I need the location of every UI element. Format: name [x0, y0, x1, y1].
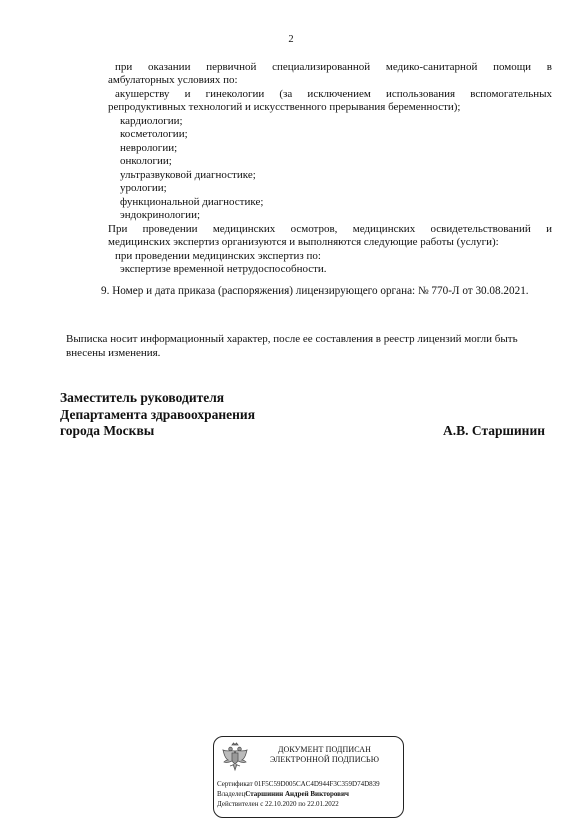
- examinations-line-4: экспертизе временной нетрудоспособности.: [120, 263, 327, 275]
- note-line-1: Выписка носит информационный характер, после ее составления в реестр лицензий могли быть: [66, 333, 518, 345]
- stamp-title-line-1: ДОКУМЕНТ ПОДПИСАН: [277, 745, 372, 754]
- stamp-owner: [217, 790, 349, 799]
- coat-of-arms-icon: [221, 742, 249, 772]
- stamp-title-line-2: ЭЛЕКТРОННОЙ ПОДПИСЬЮ: [269, 755, 380, 764]
- signatory-name: А.В. Старшинин: [443, 423, 546, 438]
- signatory-title-line-3: города Москвы: [60, 423, 155, 438]
- electronic-signature-stamp: [213, 736, 404, 818]
- stamp-validity: Действителен с 22.10.2020 по 22.01.2022: [217, 800, 339, 808]
- list-item: онкологии;: [120, 155, 172, 167]
- intro-line-2: амбулаторных условиях по:: [108, 74, 238, 86]
- list-item: урологии;: [120, 182, 167, 194]
- examinations-line-3: при проведении медицинских экспертиз по:: [115, 250, 321, 262]
- stamp-owner-name: Старшинин Андрей Викторович: [245, 790, 349, 798]
- page-number: 2: [288, 34, 294, 45]
- list-item: ультразвуковой диагностике;: [120, 169, 256, 181]
- examinations-line-2: медицинских экспертиз организуются и выполняются следующие работы (услуги):: [108, 236, 499, 248]
- list-item: косметологии;: [120, 128, 188, 140]
- note-line-2: внесены изменения.: [66, 347, 161, 359]
- stamp-title: [252, 745, 397, 765]
- list-item: кардиологии;: [120, 115, 183, 127]
- signatory-title-line-2: Департамента здравоохранения: [60, 407, 256, 422]
- list-item: эндокринологии;: [120, 209, 201, 221]
- stamp-owner-label: Владелец: [217, 790, 246, 798]
- list-item: неврологии;: [120, 142, 178, 154]
- intro-line-4: репродуктивных технологий и искусственного прерывания беременности);: [108, 101, 461, 113]
- signatory-title-line-1: Заместитель руководителя: [60, 390, 225, 405]
- examinations-line-1: При проведении медицинских осмотров, медицинских освидетельствований и: [108, 223, 552, 235]
- intro-line-3: акушерству и гинекологии (за исключением использования вспомогательных: [115, 88, 552, 100]
- license-order-item: 9. Номер и дата приказа (распоряжения) лицензирующего органа: № 770-Л от 30.08.2021.: [101, 285, 529, 297]
- list-item: функциональной диагностике;: [120, 196, 264, 208]
- stamp-certificate: Сертификат 01F5C59D005CAC4D944F3C359D74D839: [217, 780, 380, 788]
- intro-line-1: при оказании первичной специализированной медико-санитарной помощи в: [115, 61, 552, 73]
